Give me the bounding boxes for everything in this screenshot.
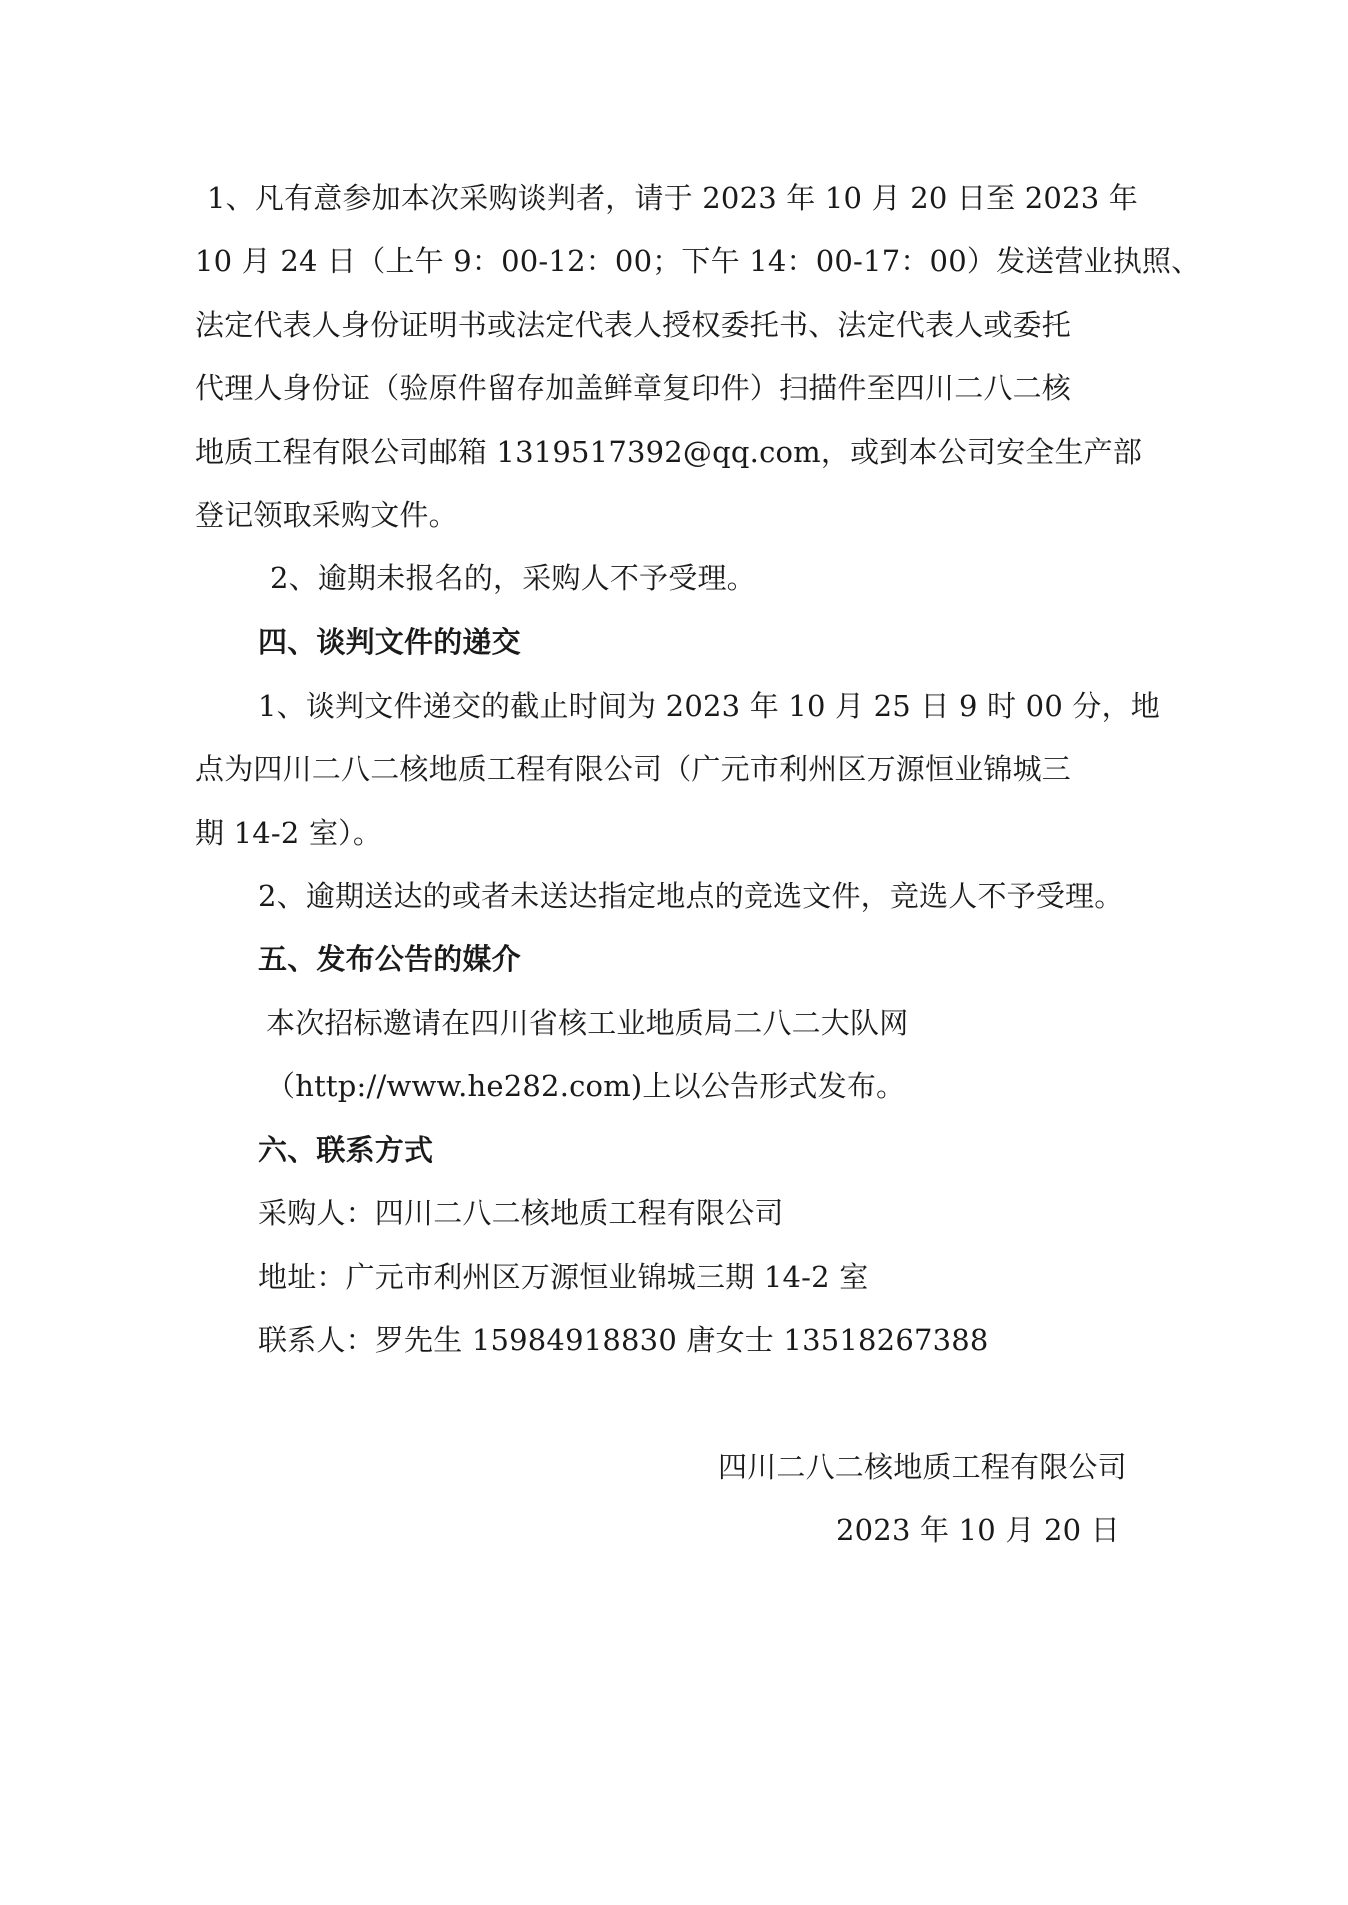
- section3-item1-line-2: 10 月 24 日（上午 9：00-12：00；下午 14：00-17：00）发送营业执照、: [195, 244, 1201, 278]
- section3-item2: 2、逾期未报名的，采购人不予受理。: [270, 561, 756, 595]
- contact-address: 地址：广元市利州区万源恒业锦城三期 14-2 室: [258, 1260, 869, 1294]
- contact-person: 联系人：罗先生 15984918830 唐女士 13518267388: [258, 1323, 989, 1357]
- section5-line-2: （http://www.he282.com)上以公告形式发布。: [266, 1069, 906, 1103]
- section4-item2: 2、逾期送达的或者未送达指定地点的竞选文件，竞选人不予受理。: [258, 879, 1124, 913]
- section5-line-1: 本次招标邀请在四川省核工业地质局二八二大队网: [266, 1006, 909, 1040]
- section4-item1-line-2: 点为四川二八二核地质工程有限公司（广元市利州区万源恒业锦城三: [195, 752, 1072, 786]
- signature-date: 2023 年 10 月 20 日: [836, 1513, 1120, 1547]
- section3-item1-line-3: 法定代表人身份证明书或法定代表人授权委托书、法定代表人或委托: [195, 308, 1072, 342]
- signature-company: 四川二八二核地质工程有限公司: [718, 1450, 1127, 1484]
- section3-item1-line-4: 代理人身份证（验原件留存加盖鲜章复印件）扫描件至四川二八二核: [195, 371, 1072, 405]
- section4-heading: 四、谈判文件的递交: [258, 625, 521, 659]
- contact-purchaser: 采购人：四川二八二核地质工程有限公司: [258, 1196, 784, 1230]
- section4-item1-line-3: 期 14-2 室）。: [195, 816, 383, 850]
- section5-heading: 五、发布公告的媒介: [258, 942, 521, 976]
- section3-item1-line-1: 1、凡有意参加本次采购谈判者，请于 2023 年 10 月 20 日至 2023 年: [207, 181, 1139, 215]
- section4-item1-line-1: 1、谈判文件递交的截止时间为 2023 年 10 月 25 日 9 时 00 分，地: [258, 689, 1160, 723]
- section6-heading: 六、联系方式: [258, 1133, 434, 1167]
- section3-item1-line-6: 登记领取采购文件。: [195, 498, 458, 532]
- section3-item1-line-5: 地质工程有限公司邮箱 1319517392@qq.com，或到本公司安全生产部: [195, 435, 1143, 469]
